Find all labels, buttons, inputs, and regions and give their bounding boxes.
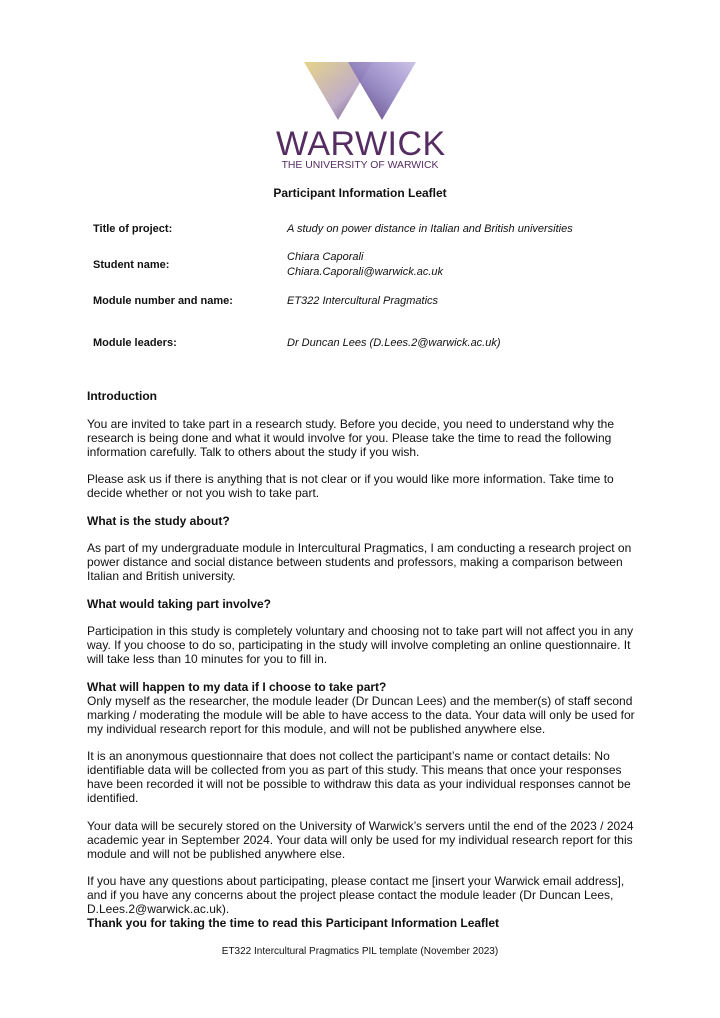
document-title: Participant Information Leaflet [273,186,447,200]
paragraph: Only myself as the researcher, the module leader (Dr Duncan Lees) and the member(s) of staff second marking / moderating the module will be able to have access to the data. Your data will only be used for my individual research report for this module, and will not be published anywhere else. [87,693,635,736]
section-heading: Introduction [87,389,157,403]
info-value: Chiara Caporali [287,251,364,263]
logo-subtitle: THE UNIVERSITY OF WARWICK [281,160,439,171]
section-heading: What is the study about? [87,513,230,528]
leaflet-body [87,389,637,930]
info-label: Module leaders: [93,337,177,349]
paragraph: As part of my undergraduate module in Intercultural Pragmatics, I am conducting a research project on power distance and social distance between students and professors, making a comparison between Italian and British university. [87,541,632,583]
thanks-line: Thank you for taking the time to read this Participant Information Leaflet [87,916,500,930]
info-value: ET322 Intercultural Pragmatics [287,295,439,307]
info-value: Dr Duncan Lees (D.Lees.2@warwick.ac.uk) [287,337,501,349]
section-heading: What will happen to my data if I choose to take part? [87,679,387,694]
paragraph: Participation in this study is completely voluntary and choosing not to take part will not affect you in any way. If you choose to do so, participating in the study will involve completing an online questionnaire. It will take less than 10 minutes for you to fill in. [87,624,634,666]
info-label: Module number and name: [93,295,233,307]
warwick-logo [276,58,444,176]
paragraph: Please ask us if there is anything that is not clear or if you would like more information. Take time to decide whether or not you wish to take part. [87,472,614,500]
info-value: A study on power distance in Italian and British universities [287,223,573,235]
info-value-email: Chiara.Caporali@warwick.ac.uk [287,266,444,278]
paragraph: You are invited to take part in a research study. Before you decide, you need to understand why the research is being done and what it would involve for you. Please take the time to read the following information carefully. Talk to others about the study if you wish. [87,416,615,459]
logo-wordmark: WARWICK [276,125,446,163]
page-footer: ET322 Intercultural Pragmatics PIL template (November 2023) [221,946,499,957]
warwick-logo-mark-icon [276,58,444,124]
info-label: Title of project: [93,223,173,235]
paragraph: Your data will be securely stored on the University of Warwick’s servers until the end of the 2023 / 2024 academic year in September 2024. Your data will only be used for my individual research report for this module and will not be published anywhere else. [87,818,634,861]
paragraph: If you have any questions about participating, please contact me [insert your Warwick email address], and if you have any concerns about the project please contact the module leader (Dr Duncan Lees, D.Lees.2@warwick.ac.uk). [87,874,625,916]
section-heading: What would taking part involve? [87,596,272,611]
info-label: Student name: [93,259,170,271]
paragraph: It is an anonymous questionnaire that does not collect the participant’s name or contact details: No identifiable data will be collected from you as part of this study. This means that once your responses have been recorded it will not be possible to withdraw this data as your individual responses cannot be identified. [87,749,631,805]
